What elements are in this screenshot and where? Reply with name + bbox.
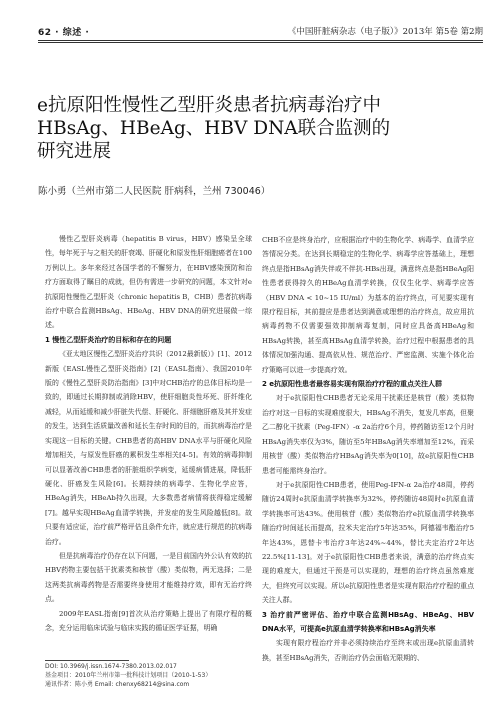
title-line: 研究进展	[37, 141, 112, 162]
page-number-section: 62 · 综述 ·	[38, 27, 90, 38]
section-heading: 3 治疗前严密评估、治疗中联合监测HBsAg、HBeAg、HBV DNA水平，可提高e抗原血清学转换率和HBsAg消失率	[262, 610, 474, 633]
body-paragraph: CHB不应是终身治疗，应根据治疗中的生物化学、病毒学、血清学应答情况分类。在达到长期稳定的生物化学、病毒学应答基础上，理想终点是指HBsAg消失伴或不伴抗-HBs出现，满意终点是指HBeAg阳性患者获得持久的HBeAg血清学转换，仅仅生化学、病毒学应答（HBV DNA < 10~15 IU/ml）为基本的治疗终点，可见要实现有限疗程目标，其前提应是患者达到满意或理想的治疗终点，故应用抗病毒药物不仅需要强效抑制病毒复制，同时应具备高HBeAg和HBsAg转换，甚至高HBsAg血清学转换，治疗过程中根据患者的具体情况加强沟通、提高依从性、规范治疗、严密监测、实施个体化治疗策略可以进一步提高疗效。	[262, 236, 474, 374]
body-paragraph: 慢性乙型肝炎病毒（hepatitis B virus，HBV）感染呈全球性，每年死于与之相关的肝衰竭、肝硬化和原发性肝细胞癌者在100万例以上。多年来经过各国学者的不懈努力，在HBV感染预防和治疗方面取得了瞩目的成就，但仍有需进一步研究的问题，本文针对e抗原阳性慢性乙型肝炎（chronic hepatitis B，CHB）患者抗病毒治疗中联合监测HBsAg、HBeAg、HBV DNA的研究进展做一综述。	[45, 235, 252, 330]
body-paragraph: 《亚太地区慢性乙型肝炎治疗共识（2012最新版）》[1]、2012新版《EASL慢性乙型肝炎指南》[2]（EASL指南）、我国2010年版的《慢性乙型肝炎防治指南》[3]中对CHB治疗的总体目标均是一致的，即通过长期抑制或消除HBV，使肝细胞炎性坏死、肝纤维化减轻，从而延缓和减少肝脏失代偿、肝硬化、肝细胞肝癌及其并发症的发生，达到生活质量改善和延长生存时间的目的，而抗病毒治疗是实现这一目标的关键。CHB患者的高HBV DNA水平与肝硬化风险增加相关，与原发性肝癌的累积发生率相关[4-5]。有效的病毒抑制可以显著改善CHB患者的肝脏组织学病变，延缓病情进展，降低肝硬化、肝癌发生风险[6]。长期持续的病毒学、生物化学应答，HBeAg消失，HBeAb持久出现，大多数患者病情将获得稳定缓解[7]。越早实现HBeAg血清学转换，并发症的发生风险越低[8]。故只要有适应证，治疗前严格评估且条件允许，就应进行规范的抗病毒治疗。	[45, 350, 252, 546]
footnotes	[45, 662, 211, 689]
section-heading: 1 慢性乙型肝炎治疗的目标和存在的问题	[45, 335, 172, 344]
header-rule-bottom	[38, 42, 483, 43]
title-line: HBsAg、HBeAg、HBV DNA联合监测的	[37, 118, 391, 139]
page-header	[38, 24, 483, 38]
header-rule-top	[38, 40, 483, 41]
body-paragraph: 对于e抗原阳性CHB患者无论采用干扰素还是核苷（酸）类似物治疗对这一目标的实现难度很大，HBsAg不消失，复发几率高，但聚乙二醇化干扰素（Peg-IFN）-α 2a治疗6个月，停药随访至12个月时HBsAg消失率仅为3%，随访至5年HBsAg消失率增加至12%，而采用核苷（酸）类似物治疗HBsAg消失率为0[10]，故e抗原阳性CHB患者可能需终身治疗。	[262, 394, 474, 475]
section-heading: 2 e抗原阳性患者最容易实现有限治疗疗程的重点关注人群	[262, 380, 443, 389]
footnote-doi: DOI: 10.3969/j.issn.1674-7380.2013.02.017	[45, 663, 177, 670]
journal-citation: 《中国肝脏病杂志（电子版）》2013年 第5卷 第2期	[287, 27, 483, 37]
body-column-left	[45, 232, 252, 635]
footnote-rule	[45, 660, 129, 661]
body-paragraph: 但是抗病毒治疗仍存在以下问题，一是目前国内外公认有效的抗HBV药物主要包括干扰素类和核苷（酸）类似物，两无选择；二是这两类抗病毒药物是否需要终身使用才能维持疗效，即有无治疗终点。	[45, 551, 252, 604]
body-column-right	[262, 233, 474, 665]
title-line: e抗原阳性慢性乙型肝炎患者抗病毒治疗中	[37, 95, 381, 116]
bullet-separator: ·	[55, 27, 63, 38]
footnote-correspondence: 通讯作者：陈小勇 Email: chenxy68214@sina.com	[45, 681, 190, 688]
body-paragraph: 实现有限疗程治疗并非必须持续治疗至终末或出现e抗原血清转换，甚至HBsAg消失，否则治疗仍会面临无限期的、	[262, 639, 474, 662]
footnote-funding: 基金项目：2010年兰州市第一批科技计划项目（2010-1-53）	[45, 672, 212, 679]
body-paragraph: 对于e抗原阳性CHB患者，使用Peg-IFN-α 2a治疗48周，停药随访24周时e抗原血清学转换率为32%，停药随访48周时e抗原血清学转换率可达43%。使用核苷（酸）类似物治疗e抗原血清学转换率随治疗时间延长而提高，拉米夫定治疗5年达35%，阿德福韦酯治疗5年达43%，恩替卡韦治疗3年达24%~44%，替比夫定治疗2年达22.5%[11-13]。对于e抗原阳性CHB患者来说，满意的治疗终点实现的难度大，但通过干预是可以实现的，理想的治疗终点虽然难度大，但终究可以实现。所以e抗原阳性患者是实现有限治疗疗程的重点关注人群。	[262, 480, 474, 605]
section-label: 综述	[62, 27, 82, 38]
author-affiliation: 陈小勇（兰州市第二人民医院 肝病科，兰州 730046）	[38, 186, 271, 197]
article-title	[37, 94, 477, 163]
body-paragraph: 2009年EASL指南[9]首次从治疗策略上提出了有限疗程的概念，充分运用临床试验与临床实践的循证医学证据，明确	[45, 609, 252, 632]
page-number: 62	[38, 27, 52, 38]
